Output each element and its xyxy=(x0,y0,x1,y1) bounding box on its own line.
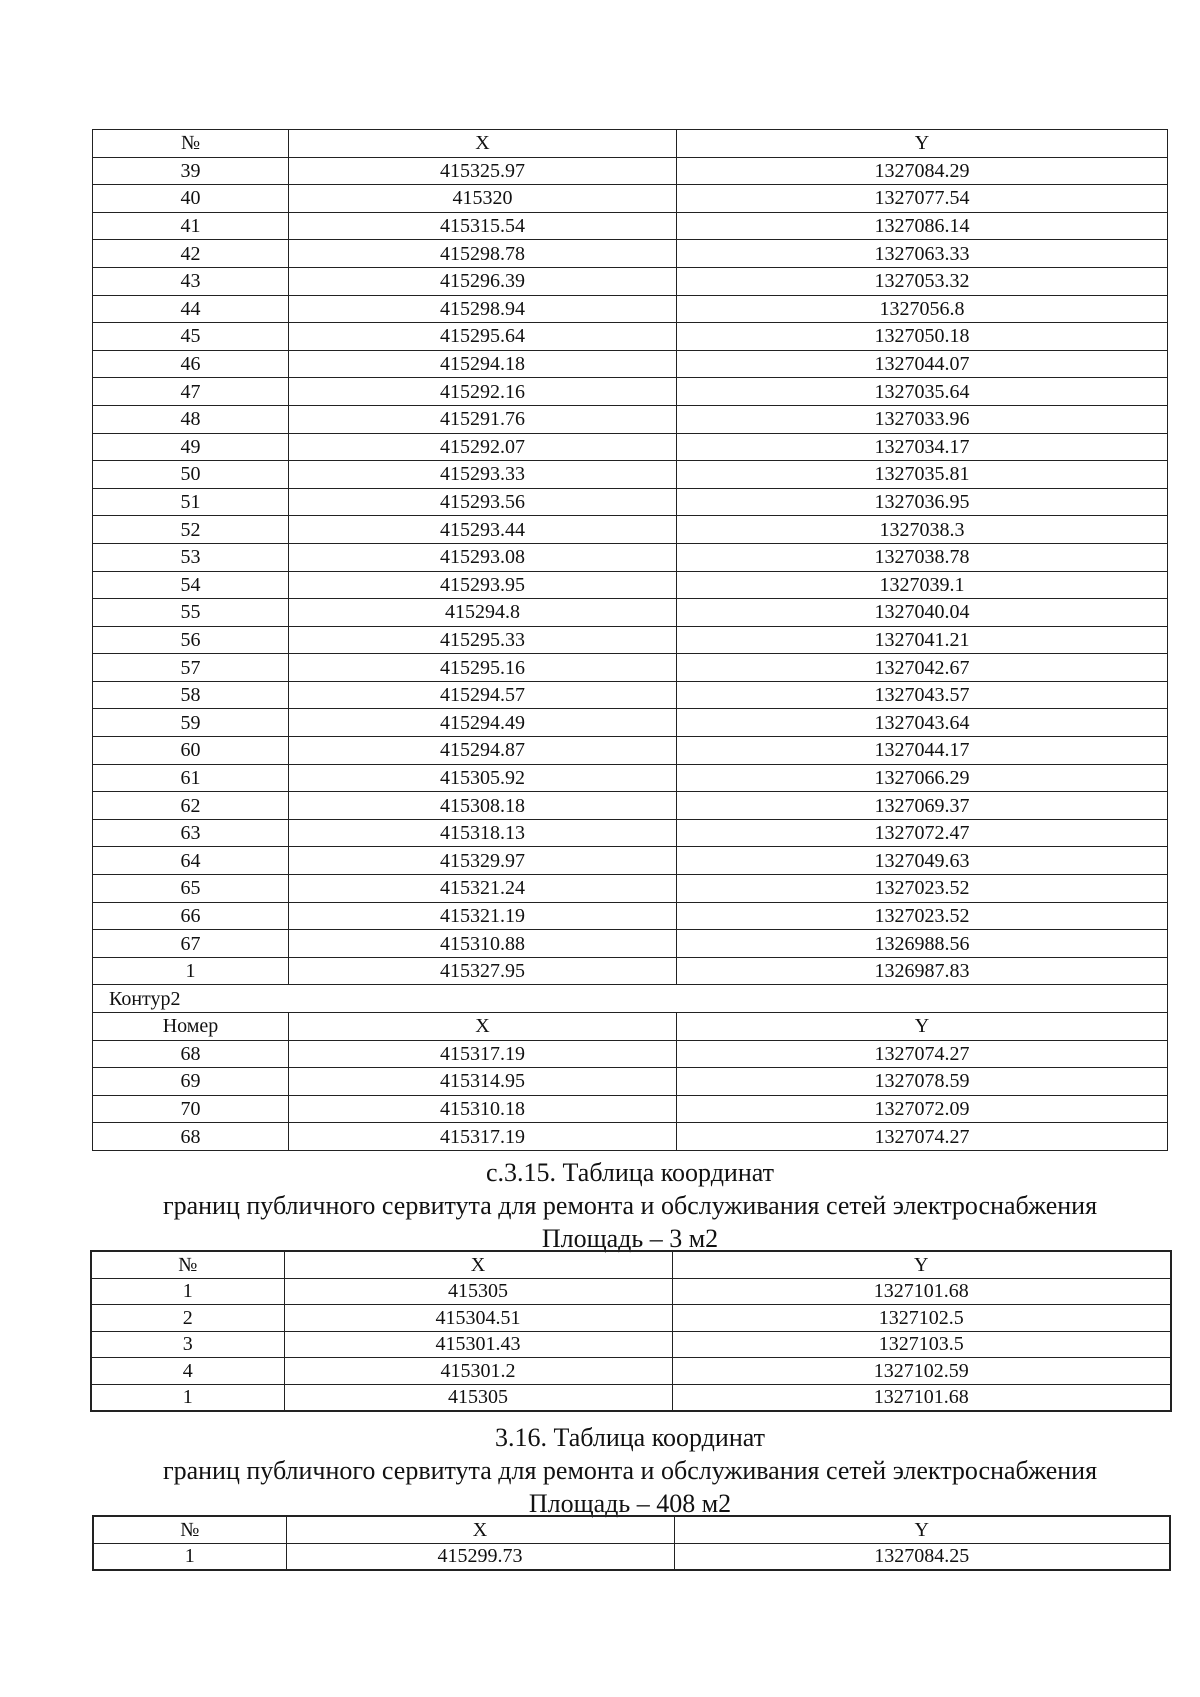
table-header-row xyxy=(91,1251,1171,1278)
table-row xyxy=(91,1331,1171,1358)
point-number-cell: 48 xyxy=(93,405,289,433)
x-coordinate-cell: 415294.87 xyxy=(289,737,677,765)
section-3-15-area: Площадь – 3 м2 xyxy=(541,1224,719,1253)
table-row xyxy=(93,875,1168,903)
point-number-cell: 61 xyxy=(93,764,289,792)
y-coordinate-cell: 1327044.07 xyxy=(677,350,1168,378)
y-coordinate-cell: 1327038.78 xyxy=(677,543,1168,571)
point-number-cell: 2 xyxy=(91,1305,284,1332)
table-row xyxy=(93,626,1168,654)
y-coordinate-cell: 1327035.81 xyxy=(677,461,1168,489)
x-coordinate-cell: 415295.16 xyxy=(289,654,677,682)
x-coordinate-cell: 415305 xyxy=(284,1384,672,1411)
x-coordinate-cell: 415308.18 xyxy=(289,792,677,820)
table-row xyxy=(93,1543,1170,1570)
header-cell-x: X xyxy=(286,1516,674,1543)
table-row xyxy=(93,185,1168,213)
header-cell-x: X xyxy=(289,1013,677,1041)
table-row xyxy=(93,819,1168,847)
y-coordinate-cell: 1327034.17 xyxy=(677,433,1168,461)
table-row xyxy=(93,681,1168,709)
table-row xyxy=(93,1068,1168,1096)
x-coordinate-cell: 415315.54 xyxy=(289,212,677,240)
x-coordinate-cell: 415318.13 xyxy=(289,819,677,847)
table-row xyxy=(93,212,1168,240)
x-coordinate-cell: 415298.78 xyxy=(289,240,677,268)
y-coordinate-cell: 1327101.68 xyxy=(672,1278,1171,1305)
point-number-cell: 60 xyxy=(93,737,289,765)
x-coordinate-cell: 415295.64 xyxy=(289,323,677,351)
x-coordinate-cell: 415304.51 xyxy=(284,1305,672,1332)
point-number-cell: 41 xyxy=(93,212,289,240)
point-number-cell: 3 xyxy=(91,1331,284,1358)
point-number-cell: 62 xyxy=(93,792,289,820)
contour-label-row xyxy=(93,985,1168,1013)
point-number-cell: 51 xyxy=(93,488,289,516)
table-row xyxy=(93,792,1168,820)
x-coordinate-cell: 415299.73 xyxy=(286,1543,674,1570)
x-coordinate-cell: 415314.95 xyxy=(289,1068,677,1096)
table-row xyxy=(93,267,1168,295)
table-row xyxy=(93,1095,1168,1123)
point-number-cell: 69 xyxy=(93,1068,289,1096)
table-row xyxy=(93,405,1168,433)
section-3-16-caption xyxy=(90,1421,1170,1520)
point-number-cell: 59 xyxy=(93,709,289,737)
header-cell-number: № xyxy=(93,1516,286,1543)
y-coordinate-cell: 1326988.56 xyxy=(677,930,1168,958)
x-coordinate-cell: 415293.44 xyxy=(289,516,677,544)
point-number-cell: 63 xyxy=(93,819,289,847)
point-number-cell: 50 xyxy=(93,461,289,489)
y-coordinate-cell: 1327074.27 xyxy=(677,1040,1168,1068)
point-number-cell: 1 xyxy=(93,1543,286,1570)
y-coordinate-cell: 1327038.3 xyxy=(677,516,1168,544)
section-3-15-subtitle: границ публичного сервитута для ремонта и обслуживания сетей электроснабжения xyxy=(162,1191,1098,1220)
point-number-cell: 58 xyxy=(93,681,289,709)
table-row xyxy=(93,295,1168,323)
y-coordinate-cell: 1327078.59 xyxy=(677,1068,1168,1096)
header-cell-x: X xyxy=(289,130,677,158)
x-coordinate-cell: 415310.88 xyxy=(289,930,677,958)
x-coordinate-cell: 415317.19 xyxy=(289,1040,677,1068)
header-cell-y: Y xyxy=(677,1013,1168,1041)
table-row xyxy=(91,1278,1171,1305)
table-row xyxy=(93,957,1168,985)
table-row xyxy=(93,543,1168,571)
section-3-15-title: с.3.15. Таблица координат xyxy=(486,1158,774,1187)
y-coordinate-cell: 1327072.47 xyxy=(677,819,1168,847)
point-number-cell: 67 xyxy=(93,930,289,958)
y-coordinate-cell: 1327102.59 xyxy=(672,1358,1171,1385)
y-coordinate-cell: 1327074.27 xyxy=(677,1123,1168,1151)
table-row xyxy=(93,709,1168,737)
y-coordinate-cell: 1327041.21 xyxy=(677,626,1168,654)
y-coordinate-cell: 1327072.09 xyxy=(677,1095,1168,1123)
x-coordinate-cell: 415294.49 xyxy=(289,709,677,737)
y-coordinate-cell: 1327053.32 xyxy=(677,267,1168,295)
point-number-cell: 64 xyxy=(93,847,289,875)
point-number-cell: 56 xyxy=(93,626,289,654)
point-number-cell: 57 xyxy=(93,654,289,682)
y-coordinate-cell: 1327101.68 xyxy=(672,1384,1171,1411)
x-coordinate-cell: 415327.95 xyxy=(289,957,677,985)
point-number-cell: 1 xyxy=(91,1384,284,1411)
y-coordinate-cell: 1327044.17 xyxy=(677,737,1168,765)
table-row xyxy=(91,1384,1171,1411)
x-coordinate-cell: 415301.43 xyxy=(284,1331,672,1358)
x-coordinate-cell: 415292.16 xyxy=(289,378,677,406)
y-coordinate-cell: 1327039.1 xyxy=(677,571,1168,599)
table-row xyxy=(93,378,1168,406)
table-row xyxy=(93,902,1168,930)
x-coordinate-cell: 415305.92 xyxy=(289,764,677,792)
y-coordinate-cell: 1327036.95 xyxy=(677,488,1168,516)
point-number-cell: 49 xyxy=(93,433,289,461)
y-coordinate-cell: 1327023.52 xyxy=(677,875,1168,903)
table-row xyxy=(91,1305,1171,1332)
point-number-cell: 65 xyxy=(93,875,289,903)
y-coordinate-cell: 1327043.64 xyxy=(677,709,1168,737)
point-number-cell: 68 xyxy=(93,1040,289,1068)
y-coordinate-cell: 1327084.29 xyxy=(677,157,1168,185)
table-row xyxy=(93,461,1168,489)
header-cell-number: Номер xyxy=(93,1013,289,1041)
header-cell-x: X xyxy=(284,1251,672,1278)
contour-label: Контур2 xyxy=(93,985,1168,1013)
point-number-cell: 44 xyxy=(93,295,289,323)
table-row xyxy=(93,323,1168,351)
coordinates-table-3-15 xyxy=(90,1250,1172,1412)
point-number-cell: 1 xyxy=(91,1278,284,1305)
x-coordinate-cell: 415317.19 xyxy=(289,1123,677,1151)
point-number-cell: 39 xyxy=(93,157,289,185)
y-coordinate-cell: 1327084.25 xyxy=(674,1543,1170,1570)
point-number-cell: 54 xyxy=(93,571,289,599)
table-row xyxy=(93,350,1168,378)
point-number-cell: 40 xyxy=(93,185,289,213)
x-coordinate-cell: 415296.39 xyxy=(289,267,677,295)
table-header-row xyxy=(93,1516,1170,1543)
y-coordinate-cell: 1327077.54 xyxy=(677,185,1168,213)
x-coordinate-cell: 415294.18 xyxy=(289,350,677,378)
point-number-cell: 43 xyxy=(93,267,289,295)
table-row xyxy=(93,240,1168,268)
point-number-cell: 46 xyxy=(93,350,289,378)
y-coordinate-cell: 1327103.5 xyxy=(672,1331,1171,1358)
coordinates-table-3-16 xyxy=(92,1515,1171,1571)
x-coordinate-cell: 415295.33 xyxy=(289,626,677,654)
point-number-cell: 1 xyxy=(93,957,289,985)
y-coordinate-cell: 1327056.8 xyxy=(677,295,1168,323)
header-cell-y: Y xyxy=(674,1516,1170,1543)
table-row xyxy=(93,764,1168,792)
section-3-16-subtitle: границ публичного сервитута для ремонта и обслуживания сетей электроснабжения xyxy=(162,1456,1098,1485)
x-coordinate-cell: 415291.76 xyxy=(289,405,677,433)
section-3-16-title: 3.16. Таблица координат xyxy=(495,1423,765,1452)
y-coordinate-cell: 1327050.18 xyxy=(677,323,1168,351)
x-coordinate-cell: 415325.97 xyxy=(289,157,677,185)
x-coordinate-cell: 415301.2 xyxy=(284,1358,672,1385)
table-row xyxy=(93,599,1168,627)
table-row xyxy=(93,488,1168,516)
y-coordinate-cell: 1327049.63 xyxy=(677,847,1168,875)
point-number-cell: 68 xyxy=(93,1123,289,1151)
point-number-cell: 70 xyxy=(93,1095,289,1123)
table-row xyxy=(93,433,1168,461)
y-coordinate-cell: 1327043.57 xyxy=(677,681,1168,709)
y-coordinate-cell: 1327023.52 xyxy=(677,902,1168,930)
table-row xyxy=(93,737,1168,765)
x-coordinate-cell: 415298.94 xyxy=(289,295,677,323)
point-number-cell: 45 xyxy=(93,323,289,351)
table-row xyxy=(93,1123,1168,1151)
point-number-cell: 42 xyxy=(93,240,289,268)
y-coordinate-cell: 1327033.96 xyxy=(677,405,1168,433)
x-coordinate-cell: 415321.19 xyxy=(289,902,677,930)
coordinates-table-contour1 xyxy=(92,129,1168,1151)
table-row xyxy=(93,654,1168,682)
x-coordinate-cell: 415293.95 xyxy=(289,571,677,599)
y-coordinate-cell: 1327102.5 xyxy=(672,1305,1171,1332)
y-coordinate-cell: 1327066.29 xyxy=(677,764,1168,792)
x-coordinate-cell: 415293.56 xyxy=(289,488,677,516)
section-3-16-area: Площадь – 408 м2 xyxy=(528,1489,732,1518)
y-coordinate-cell: 1326987.83 xyxy=(677,957,1168,985)
x-coordinate-cell: 415305 xyxy=(284,1278,672,1305)
point-number-cell: 66 xyxy=(93,902,289,930)
point-number-cell: 53 xyxy=(93,543,289,571)
x-coordinate-cell: 415293.08 xyxy=(289,543,677,571)
point-number-cell: 47 xyxy=(93,378,289,406)
point-number-cell: 55 xyxy=(93,599,289,627)
header-cell-y: Y xyxy=(672,1251,1171,1278)
y-coordinate-cell: 1327042.67 xyxy=(677,654,1168,682)
y-coordinate-cell: 1327069.37 xyxy=(677,792,1168,820)
x-coordinate-cell: 415293.33 xyxy=(289,461,677,489)
y-coordinate-cell: 1327086.14 xyxy=(677,212,1168,240)
header-cell-y: Y xyxy=(677,130,1168,158)
table-row xyxy=(93,516,1168,544)
header-cell-number: № xyxy=(91,1251,284,1278)
table-row xyxy=(93,1040,1168,1068)
table-row xyxy=(91,1358,1171,1385)
point-number-cell: 4 xyxy=(91,1358,284,1385)
header-cell-number: № xyxy=(93,130,289,158)
table-row xyxy=(93,157,1168,185)
table-row xyxy=(93,571,1168,599)
y-coordinate-cell: 1327040.04 xyxy=(677,599,1168,627)
y-coordinate-cell: 1327035.64 xyxy=(677,378,1168,406)
x-coordinate-cell: 415321.24 xyxy=(289,875,677,903)
x-coordinate-cell: 415320 xyxy=(289,185,677,213)
table-header-row xyxy=(93,130,1168,158)
x-coordinate-cell: 415310.18 xyxy=(289,1095,677,1123)
x-coordinate-cell: 415294.57 xyxy=(289,681,677,709)
table-row xyxy=(93,930,1168,958)
y-coordinate-cell: 1327063.33 xyxy=(677,240,1168,268)
x-coordinate-cell: 415329.97 xyxy=(289,847,677,875)
table-row xyxy=(93,847,1168,875)
point-number-cell: 52 xyxy=(93,516,289,544)
x-coordinate-cell: 415292.07 xyxy=(289,433,677,461)
section-3-15-caption xyxy=(90,1156,1170,1255)
x-coordinate-cell: 415294.8 xyxy=(289,599,677,627)
contour-header-row xyxy=(93,1013,1168,1041)
